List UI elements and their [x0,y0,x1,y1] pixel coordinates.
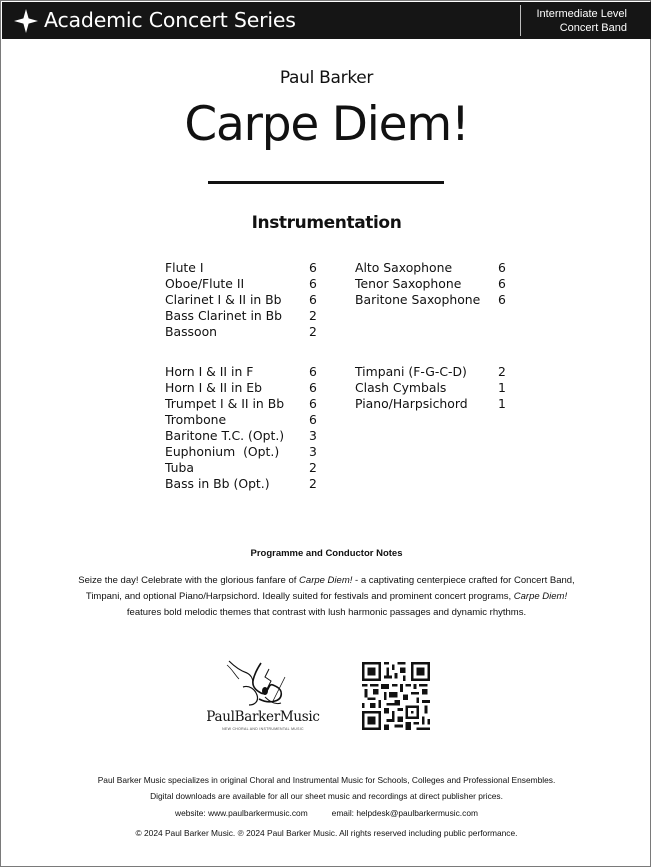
part-count: 6 [309,276,317,291]
instrument-name: Alto Saxophone [355,260,453,275]
notes-title-italic: Carpe Diem! [513,591,568,602]
part-count: 6 [498,292,506,307]
instrument-name: Oboe/Flute II [165,276,245,291]
part-count: 6 [309,292,317,307]
violin-silhouette-icon [199,657,327,737]
footer-about: Paul Barker Music specializes in original Choral and Instrumental Music for Schools, Colleges and Professional Ensembles. [97,775,556,785]
part-count: 6 [498,276,506,291]
copyright-notice: © 2024 Paul Barker Music. ℗ 2024 Paul Barker Music. All rights reserved including public performance. [135,828,518,838]
part-count: 3 [309,444,317,459]
instrumentation-heading: Instrumentation [251,213,402,233]
title-underline [208,181,444,184]
part-count: 6 [309,396,317,411]
part-count: 6 [498,260,506,275]
series-title: Academic Concert Series [44,8,296,32]
instrument-name: Bassoon [165,324,218,339]
part-count: 2 [498,364,506,379]
part-count: 2 [309,308,317,323]
notes-title-italic: Carpe Diem! [299,575,353,586]
notes-text: Seize the day! Celebrate with the glorious fanfare of [78,575,300,586]
instrument-name: Horn I & II in F [165,364,254,379]
part-count: 6 [309,260,317,275]
qr-code-icon[interactable] [362,662,430,730]
part-count: 6 [309,364,317,379]
instrument-name: Clarinet I & II in Bb [165,292,282,307]
level-info [537,7,628,35]
part-count: 1 [498,380,506,395]
instrument-name: Baritone T.C. (Opt.) [165,428,285,443]
part-count: 3 [309,428,317,443]
instrument-name: Trumpet I & II in Bb [165,396,285,411]
instrument-name: Euphonium (Opt.) [165,444,280,459]
publisher-name: PaulBarkerMusic [206,709,320,725]
instrument-name: Timpani (F-G-C-D) [355,364,467,379]
composer-name: Paul Barker [279,68,374,88]
publisher-tagline: NEW CHORAL AND INSTRUMENTAL MUSIC [222,727,304,731]
ensemble-type: Concert Band [559,22,627,34]
instrument-name: Piano/Harpsichord [355,396,468,411]
notes-text: Timpani, and optional Piano/Harpsichord. Ideally suited for festivals and prominent concert programs, [85,591,514,602]
four-point-star-icon [14,9,38,33]
footer-downloads: Digital downloads are available for all our sheet music and recordings at direct publisher prices. [150,791,503,801]
instrument-name: Tuba [165,460,194,475]
instrument-name: Baritone Saxophone [355,292,481,307]
piece-title: Carpe Diem! [184,97,469,152]
website-link[interactable]: website: www.paulbarkermusic.com [175,808,308,818]
programme-notes [21,573,632,621]
part-count: 6 [309,380,317,395]
part-count: 2 [309,460,317,475]
notes-text: - a captivating centerpiece crafted for Concert Band, [352,575,575,586]
part-count: 1 [498,396,506,411]
part-count: 2 [309,324,317,339]
instrument-name: Flute I [165,260,204,275]
part-count: 6 [309,412,317,427]
instrument-name: Horn I & II in Eb [165,380,262,395]
footer-contact [1,808,651,818]
instrument-name: Trombone [165,412,227,427]
email-link[interactable]: email: helpdesk@paulbarkermusic.com [331,808,478,818]
instrument-name: Bass in Bb (Opt.) [165,476,270,491]
difficulty-level: Intermediate Level [536,8,627,20]
banner-divider [520,5,521,36]
instrument-name: Tenor Saxophone [355,276,462,291]
notes-text: features bold melodic themes that contrast with lush harmonic passages and dynamic rhythms. [126,607,527,618]
instrument-name: Clash Cymbals [355,380,447,395]
series-banner [2,2,651,39]
notes-heading: Programme and Conductor Notes [250,548,403,559]
instrument-name: Bass Clarinet in Bb [165,308,283,323]
part-count: 2 [309,476,317,491]
